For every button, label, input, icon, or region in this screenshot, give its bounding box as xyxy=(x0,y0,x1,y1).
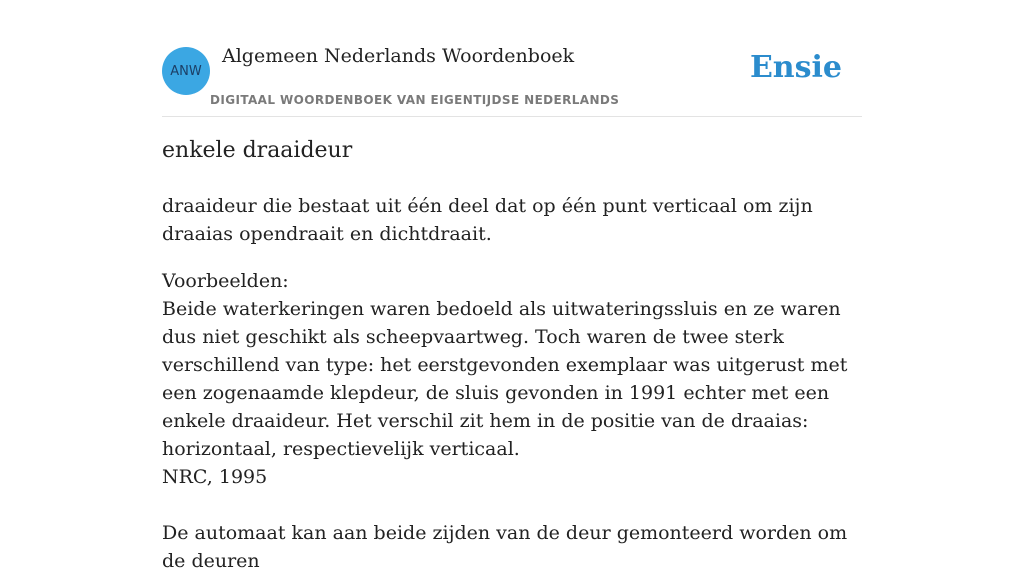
site-title[interactable]: Algemeen Nederlands Woordenboek xyxy=(222,45,575,67)
example-text: De automaat kan aan beide zijden van de deur gemonteerd worden om de deuren xyxy=(162,522,848,572)
site-subtitle: DIGITAAL WOORDENBOEK VAN EIGENTIJDSE NEDERLANDS xyxy=(210,93,620,107)
examples-label: Voorbeelden: xyxy=(162,270,289,292)
site-header xyxy=(162,0,862,117)
content xyxy=(162,0,862,572)
example-text: Beide waterkeringen waren bedoeld als uitwateringssluis en ze waren dus niet geschikt als scheepvaartweg. Toch waren de twee sterk verschillend van type: het eerstgevonden exemplaar was uitgerust met een zogenaamde klepdeur, de sluis gevonden in 1991 echter met een enkele draaideur. Het verschil zit hem in de positie van de draaias: horizontaal, respectievelijk verticaal. xyxy=(162,298,848,460)
anw-logo[interactable] xyxy=(162,47,210,95)
ensie-logo[interactable]: Ensie xyxy=(749,50,842,85)
examples-section xyxy=(162,267,862,575)
logo-text: ANW xyxy=(170,63,202,79)
headword: enkele draaideur xyxy=(162,138,353,163)
definition: draaideur die bestaat uit één deel dat op één punt verticaal om zijn draaias opendraait en dichtdraait. xyxy=(162,195,813,245)
example-source: NRC, 1995 xyxy=(162,466,268,488)
example-spacer xyxy=(162,491,862,519)
